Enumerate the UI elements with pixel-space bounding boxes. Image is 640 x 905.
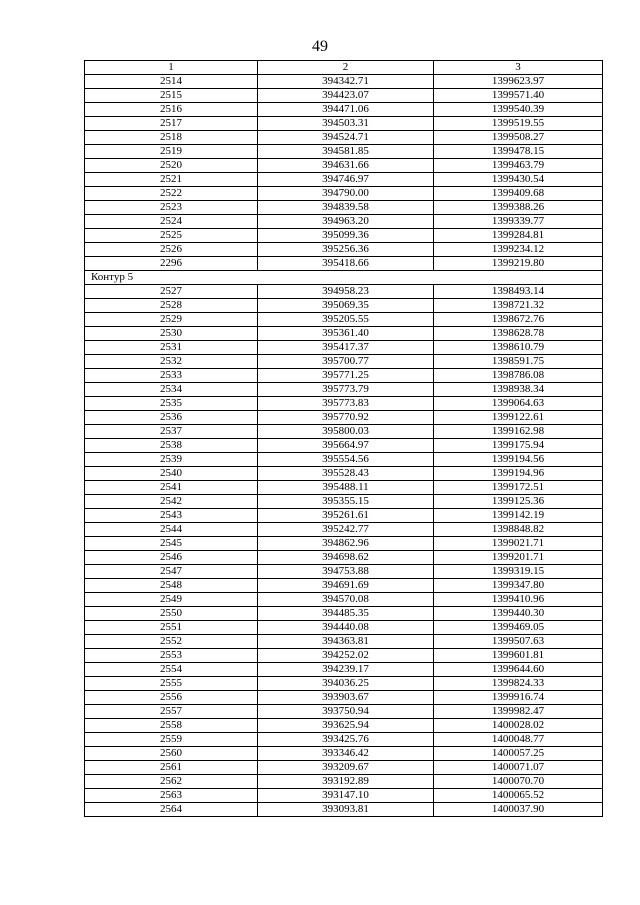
table-row <box>85 663 603 677</box>
table-row <box>85 775 603 789</box>
column-header-1: 1 <box>85 61 258 75</box>
table-row <box>85 173 603 187</box>
table-row <box>85 803 603 817</box>
y-coordinate-cell: 1398628.78 <box>434 327 603 341</box>
point-number-cell: 2534 <box>85 383 258 397</box>
table-row <box>85 649 603 663</box>
table-row <box>85 425 603 439</box>
x-coordinate-cell: 395700.77 <box>258 355 434 369</box>
table-row <box>85 677 603 691</box>
table-row <box>85 117 603 131</box>
table-row <box>85 313 603 327</box>
point-number-cell: 2559 <box>85 733 258 747</box>
point-number-cell: 2550 <box>85 607 258 621</box>
table-row <box>85 187 603 201</box>
table-row <box>85 565 603 579</box>
x-coordinate-cell: 395256.36 <box>258 243 434 257</box>
table-row <box>85 299 603 313</box>
y-coordinate-cell: 1399601.81 <box>434 649 603 663</box>
point-number-cell: 2532 <box>85 355 258 369</box>
table-row <box>85 691 603 705</box>
y-coordinate-cell: 1399916.74 <box>434 691 603 705</box>
x-coordinate-cell: 395554.56 <box>258 453 434 467</box>
table-row <box>85 159 603 173</box>
point-number-cell: 2515 <box>85 89 258 103</box>
y-coordinate-cell: 1400057.25 <box>434 747 603 761</box>
x-coordinate-cell: 393192.89 <box>258 775 434 789</box>
table-row <box>85 537 603 551</box>
section-row <box>85 271 603 285</box>
table-row <box>85 243 603 257</box>
y-coordinate-cell: 1399175.94 <box>434 439 603 453</box>
x-coordinate-cell: 394958.23 <box>258 285 434 299</box>
table-row <box>85 607 603 621</box>
x-coordinate-cell: 394753.88 <box>258 565 434 579</box>
x-coordinate-cell: 395800.03 <box>258 425 434 439</box>
point-number-cell: 2544 <box>85 523 258 537</box>
table-row <box>85 215 603 229</box>
y-coordinate-cell: 1398848.82 <box>434 523 603 537</box>
x-coordinate-cell: 395773.79 <box>258 383 434 397</box>
table-row <box>85 481 603 495</box>
table-row <box>85 439 603 453</box>
y-coordinate-cell: 1399194.96 <box>434 467 603 481</box>
point-number-cell: 2552 <box>85 635 258 649</box>
point-number-cell: 2538 <box>85 439 258 453</box>
y-coordinate-cell: 1399122.61 <box>434 411 603 425</box>
point-number-cell: 2535 <box>85 397 258 411</box>
table-row <box>85 411 603 425</box>
point-number-cell: 2296 <box>85 257 258 271</box>
point-number-cell: 2533 <box>85 369 258 383</box>
column-header-3: 3 <box>434 61 603 75</box>
x-coordinate-cell: 394503.31 <box>258 117 434 131</box>
x-coordinate-cell: 395773.83 <box>258 397 434 411</box>
table-row <box>85 509 603 523</box>
y-coordinate-cell: 1399440.30 <box>434 607 603 621</box>
table-row <box>85 705 603 719</box>
point-number-cell: 2529 <box>85 313 258 327</box>
table-row <box>85 257 603 271</box>
x-coordinate-cell: 393093.81 <box>258 803 434 817</box>
x-coordinate-cell: 394963.20 <box>258 215 434 229</box>
y-coordinate-cell: 1399623.97 <box>434 75 603 89</box>
y-coordinate-cell: 1399478.15 <box>434 145 603 159</box>
y-coordinate-cell: 1399142.19 <box>434 509 603 523</box>
x-coordinate-cell: 394471.06 <box>258 103 434 117</box>
table-row <box>85 369 603 383</box>
x-coordinate-cell: 395417.37 <box>258 341 434 355</box>
point-number-cell: 2517 <box>85 117 258 131</box>
table-row <box>85 131 603 145</box>
section-label: Контур 5 <box>85 271 603 285</box>
point-number-cell: 2543 <box>85 509 258 523</box>
point-number-cell: 2555 <box>85 677 258 691</box>
table-row <box>85 551 603 565</box>
y-coordinate-cell: 1399430.54 <box>434 173 603 187</box>
table-row <box>85 789 603 803</box>
y-coordinate-cell: 1399571.40 <box>434 89 603 103</box>
y-coordinate-cell: 1398721.32 <box>434 299 603 313</box>
table-row <box>85 327 603 341</box>
point-number-cell: 2537 <box>85 425 258 439</box>
x-coordinate-cell: 394581.85 <box>258 145 434 159</box>
y-coordinate-cell: 1399319.15 <box>434 565 603 579</box>
point-number-cell: 2551 <box>85 621 258 635</box>
point-number-cell: 2528 <box>85 299 258 313</box>
column-header-2: 2 <box>258 61 434 75</box>
x-coordinate-cell: 394862.96 <box>258 537 434 551</box>
x-coordinate-cell: 395771.25 <box>258 369 434 383</box>
x-coordinate-cell: 394423.07 <box>258 89 434 103</box>
table-row <box>85 635 603 649</box>
y-coordinate-cell: 1399409.68 <box>434 187 603 201</box>
y-coordinate-cell: 1399508.27 <box>434 131 603 145</box>
x-coordinate-cell: 393903.67 <box>258 691 434 705</box>
x-coordinate-cell: 395355.15 <box>258 495 434 509</box>
point-number-cell: 2548 <box>85 579 258 593</box>
table-row <box>85 201 603 215</box>
point-number-cell: 2524 <box>85 215 258 229</box>
point-number-cell: 2526 <box>85 243 258 257</box>
table-row <box>85 89 603 103</box>
table-row <box>85 341 603 355</box>
point-number-cell: 2541 <box>85 481 258 495</box>
table-row <box>85 285 603 299</box>
y-coordinate-cell: 1399644.60 <box>434 663 603 677</box>
section-row-group <box>85 271 603 285</box>
x-coordinate-cell: 394839.58 <box>258 201 434 215</box>
table-row <box>85 621 603 635</box>
y-coordinate-cell: 1399021.71 <box>434 537 603 551</box>
point-number-cell: 2546 <box>85 551 258 565</box>
x-coordinate-cell: 395099.36 <box>258 229 434 243</box>
point-number-cell: 2530 <box>85 327 258 341</box>
x-coordinate-cell: 394440.08 <box>258 621 434 635</box>
x-coordinate-cell: 394691.69 <box>258 579 434 593</box>
y-coordinate-cell: 1398786.08 <box>434 369 603 383</box>
x-coordinate-cell: 394363.81 <box>258 635 434 649</box>
x-coordinate-cell: 394342.71 <box>258 75 434 89</box>
table-row <box>85 495 603 509</box>
y-coordinate-cell: 1398493.14 <box>434 285 603 299</box>
x-coordinate-cell: 395361.40 <box>258 327 434 341</box>
table-row <box>85 103 603 117</box>
y-coordinate-cell: 1399540.39 <box>434 103 603 117</box>
x-coordinate-cell: 395261.61 <box>258 509 434 523</box>
y-coordinate-cell: 1399507.63 <box>434 635 603 649</box>
y-coordinate-cell: 1399284.81 <box>434 229 603 243</box>
y-coordinate-cell: 1399410.96 <box>434 593 603 607</box>
table-row <box>85 593 603 607</box>
table-row <box>85 75 603 89</box>
y-coordinate-cell: 1398938.34 <box>434 383 603 397</box>
point-number-cell: 2554 <box>85 663 258 677</box>
y-coordinate-cell: 1399519.55 <box>434 117 603 131</box>
x-coordinate-cell: 395664.97 <box>258 439 434 453</box>
point-number-cell: 2523 <box>85 201 258 215</box>
x-coordinate-cell: 394036.25 <box>258 677 434 691</box>
x-coordinate-cell: 394239.17 <box>258 663 434 677</box>
point-number-cell: 2545 <box>85 537 258 551</box>
y-coordinate-cell: 1400071.07 <box>434 761 603 775</box>
point-number-cell: 2549 <box>85 593 258 607</box>
point-number-cell: 2522 <box>85 187 258 201</box>
x-coordinate-cell: 394746.97 <box>258 173 434 187</box>
table-header-row <box>85 61 603 75</box>
point-number-cell: 2527 <box>85 285 258 299</box>
y-coordinate-cell: 1399339.77 <box>434 215 603 229</box>
x-coordinate-cell: 394485.35 <box>258 607 434 621</box>
table-body-block-2 <box>85 285 603 817</box>
point-number-cell: 2563 <box>85 789 258 803</box>
table-row <box>85 523 603 537</box>
point-number-cell: 2521 <box>85 173 258 187</box>
page-number: 49 <box>312 38 328 55</box>
x-coordinate-cell: 395069.35 <box>258 299 434 313</box>
table-row <box>85 733 603 747</box>
x-coordinate-cell: 395528.43 <box>258 467 434 481</box>
point-number-cell: 2562 <box>85 775 258 789</box>
y-coordinate-cell: 1399194.56 <box>434 453 603 467</box>
x-coordinate-cell: 395770.92 <box>258 411 434 425</box>
point-number-cell: 2561 <box>85 761 258 775</box>
y-coordinate-cell: 1398610.79 <box>434 341 603 355</box>
x-coordinate-cell: 393209.67 <box>258 761 434 775</box>
y-coordinate-cell: 1399469.05 <box>434 621 603 635</box>
x-coordinate-cell: 395488.11 <box>258 481 434 495</box>
point-number-cell: 2556 <box>85 691 258 705</box>
y-coordinate-cell: 1399162.98 <box>434 425 603 439</box>
table-row <box>85 761 603 775</box>
point-number-cell: 2542 <box>85 495 258 509</box>
x-coordinate-cell: 393625.94 <box>258 719 434 733</box>
coordinates-table <box>84 60 603 817</box>
y-coordinate-cell: 1399064.63 <box>434 397 603 411</box>
table-row <box>85 719 603 733</box>
x-coordinate-cell: 393425.76 <box>258 733 434 747</box>
y-coordinate-cell: 1400037.90 <box>434 803 603 817</box>
table-row <box>85 397 603 411</box>
point-number-cell: 2514 <box>85 75 258 89</box>
point-number-cell: 2536 <box>85 411 258 425</box>
point-number-cell: 2558 <box>85 719 258 733</box>
point-number-cell: 2518 <box>85 131 258 145</box>
point-number-cell: 2557 <box>85 705 258 719</box>
table-row <box>85 579 603 593</box>
y-coordinate-cell: 1400065.52 <box>434 789 603 803</box>
y-coordinate-cell: 1399347.80 <box>434 579 603 593</box>
y-coordinate-cell: 1399982.47 <box>434 705 603 719</box>
point-number-cell: 2553 <box>85 649 258 663</box>
y-coordinate-cell: 1399201.71 <box>434 551 603 565</box>
table-row <box>85 355 603 369</box>
y-coordinate-cell: 1399388.26 <box>434 201 603 215</box>
point-number-cell: 2519 <box>85 145 258 159</box>
y-coordinate-cell: 1400028.02 <box>434 719 603 733</box>
y-coordinate-cell: 1398591.75 <box>434 355 603 369</box>
point-number-cell: 2539 <box>85 453 258 467</box>
point-number-cell: 2547 <box>85 565 258 579</box>
y-coordinate-cell: 1399824.33 <box>434 677 603 691</box>
x-coordinate-cell: 395242.77 <box>258 523 434 537</box>
y-coordinate-cell: 1399125.36 <box>434 495 603 509</box>
y-coordinate-cell: 1399463.79 <box>434 159 603 173</box>
table-body-block-1 <box>85 75 603 271</box>
point-number-cell: 2564 <box>85 803 258 817</box>
y-coordinate-cell: 1400048.77 <box>434 733 603 747</box>
y-coordinate-cell: 1400070.70 <box>434 775 603 789</box>
point-number-cell: 2525 <box>85 229 258 243</box>
x-coordinate-cell: 394698.62 <box>258 551 434 565</box>
y-coordinate-cell: 1398672.76 <box>434 313 603 327</box>
point-number-cell: 2520 <box>85 159 258 173</box>
y-coordinate-cell: 1399234.12 <box>434 243 603 257</box>
point-number-cell: 2540 <box>85 467 258 481</box>
point-number-cell: 2531 <box>85 341 258 355</box>
point-number-cell: 2516 <box>85 103 258 117</box>
table-row <box>85 145 603 159</box>
x-coordinate-cell: 393346.42 <box>258 747 434 761</box>
x-coordinate-cell: 394790.00 <box>258 187 434 201</box>
table-row <box>85 453 603 467</box>
x-coordinate-cell: 394524.71 <box>258 131 434 145</box>
x-coordinate-cell: 393147.10 <box>258 789 434 803</box>
x-coordinate-cell: 394252.02 <box>258 649 434 663</box>
table-row <box>85 467 603 481</box>
table-row <box>85 383 603 397</box>
y-coordinate-cell: 1399219.80 <box>434 257 603 271</box>
x-coordinate-cell: 393750.94 <box>258 705 434 719</box>
x-coordinate-cell: 395418.66 <box>258 257 434 271</box>
x-coordinate-cell: 395205.55 <box>258 313 434 327</box>
x-coordinate-cell: 394570.08 <box>258 593 434 607</box>
table-row <box>85 229 603 243</box>
y-coordinate-cell: 1399172.51 <box>434 481 603 495</box>
table-row <box>85 747 603 761</box>
x-coordinate-cell: 394631.66 <box>258 159 434 173</box>
point-number-cell: 2560 <box>85 747 258 761</box>
